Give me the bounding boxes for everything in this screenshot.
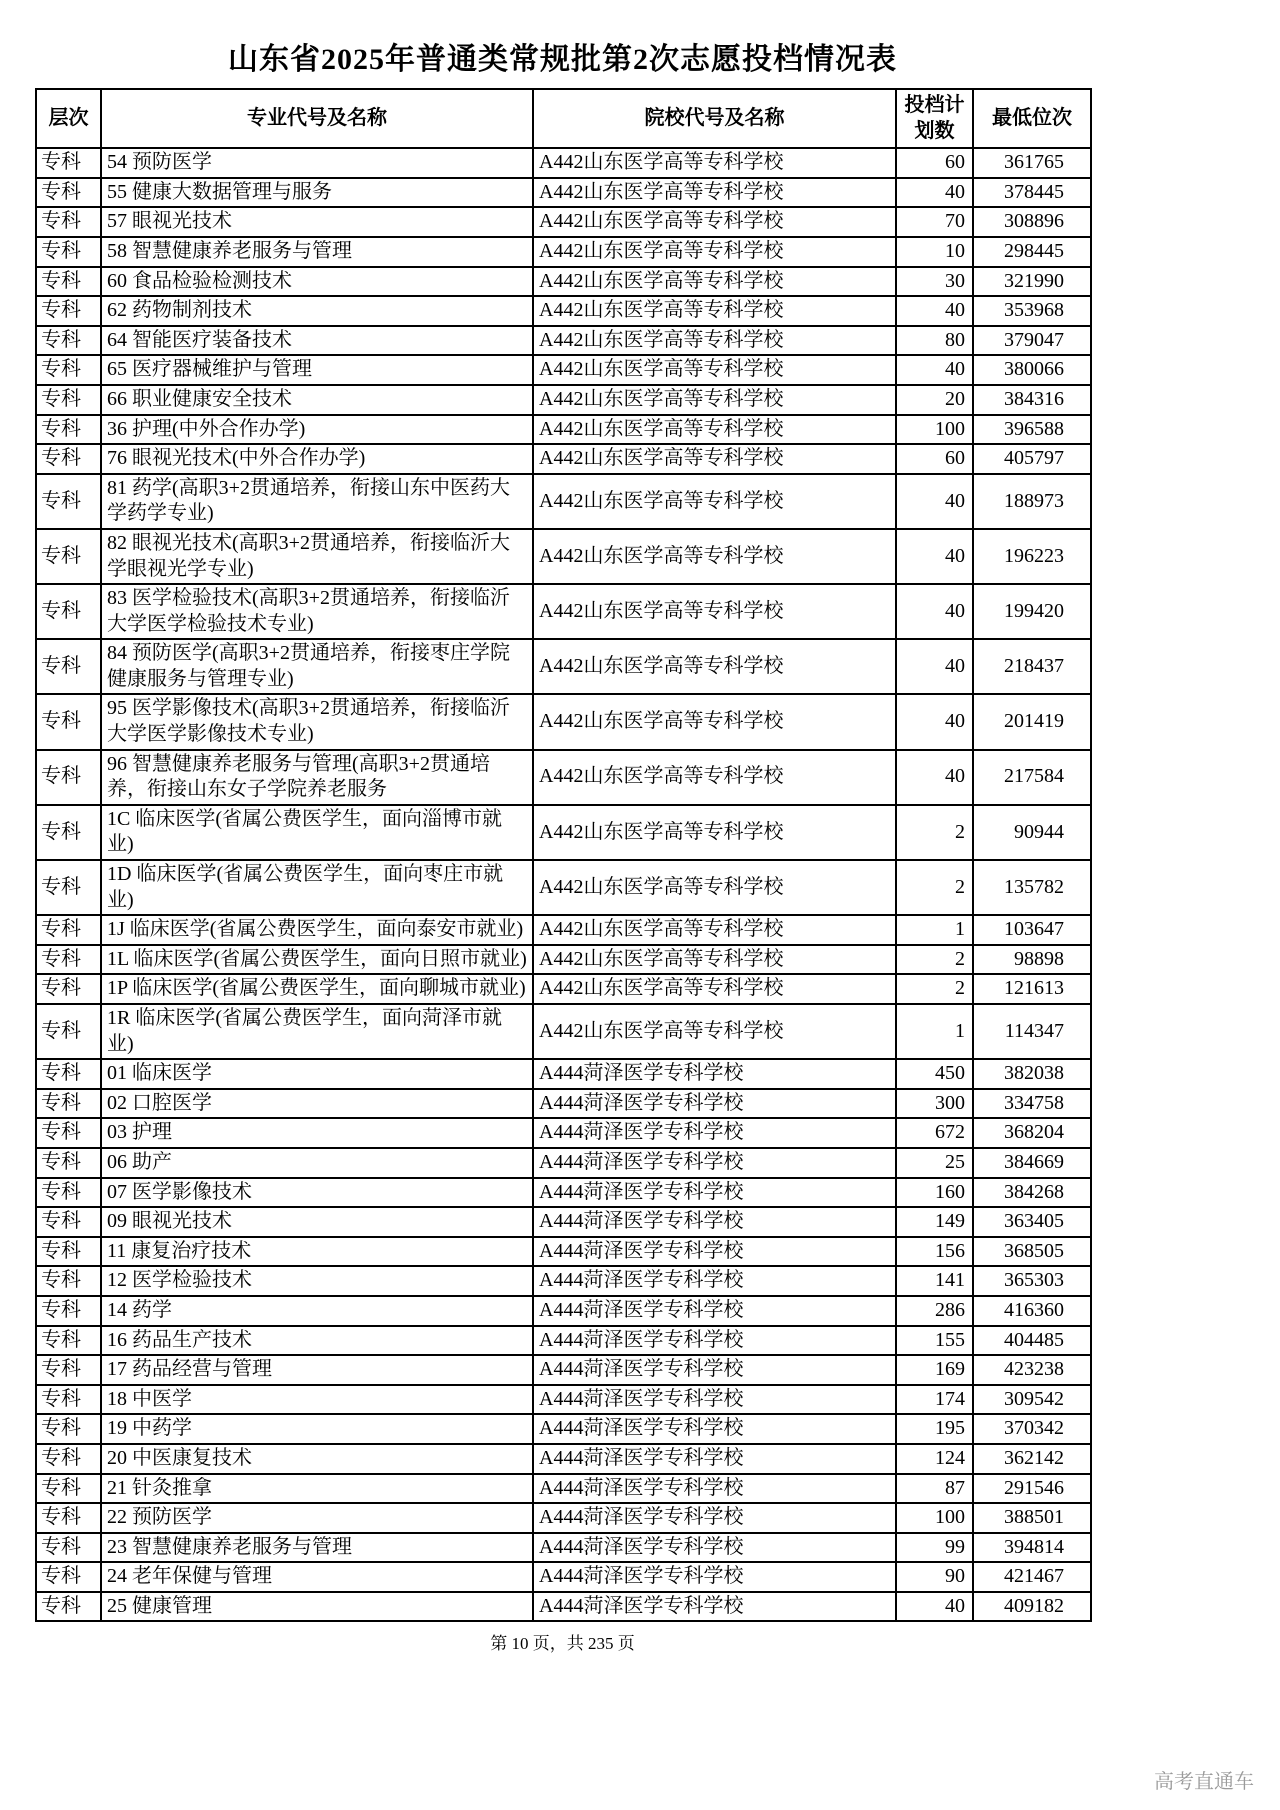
rank-cell: 404485 — [973, 1326, 1091, 1356]
page-title: 山东省2025年普通类常规批第2次志愿投档情况表 — [228, 43, 897, 76]
rank-cell: 334758 — [973, 1089, 1091, 1119]
level-cell: 专科 — [36, 1533, 101, 1563]
table-row — [36, 1326, 1091, 1356]
plan-cell: 25 — [896, 1148, 973, 1178]
table-row — [36, 415, 1091, 445]
level-cell: 专科 — [36, 148, 101, 178]
level-cell: 专科 — [36, 444, 101, 474]
major-cell: 1P 临床医学(省属公费医学生，面向聊城市就业) — [101, 974, 533, 1004]
rank-cell: 188973 — [973, 474, 1091, 529]
rank-cell: 353968 — [973, 296, 1091, 326]
table-row — [36, 1474, 1091, 1504]
plan-cell: 40 — [896, 178, 973, 208]
major-cell: 60 食品检验检测技术 — [101, 267, 533, 297]
college-cell: A444菏泽医学专科学校 — [533, 1562, 896, 1592]
rank-cell: 363405 — [973, 1207, 1091, 1237]
plan-cell: 2 — [896, 805, 973, 860]
major-cell: 1D 临床医学(省属公费医学生，面向枣庄市就业) — [101, 860, 533, 915]
college-cell: A442山东医学高等专科学校 — [533, 148, 896, 178]
rank-cell: 421467 — [973, 1562, 1091, 1592]
major-cell: 95 医学影像技术(高职3+2贯通培养，衔接临沂大学医学影像技术专业) — [101, 694, 533, 749]
college-cell: A444菏泽医学专科学校 — [533, 1385, 896, 1415]
rank-cell: 196223 — [973, 529, 1091, 584]
major-cell: 1R 临床医学(省属公费医学生，面向菏泽市就业) — [101, 1004, 533, 1059]
rank-cell: 121613 — [973, 974, 1091, 1004]
rank-cell: 218437 — [973, 639, 1091, 694]
college-cell: A442山东医学高等专科学校 — [533, 915, 896, 945]
table-row — [36, 1089, 1091, 1119]
major-cell: 02 口腔医学 — [101, 1089, 533, 1119]
level-cell: 专科 — [36, 237, 101, 267]
college-cell: A444菏泽医学专科学校 — [533, 1237, 896, 1267]
major-cell: 62 药物制剂技术 — [101, 296, 533, 326]
level-cell: 专科 — [36, 296, 101, 326]
college-cell: A444菏泽医学专科学校 — [533, 1444, 896, 1474]
table-row — [36, 1296, 1091, 1326]
college-cell: A444菏泽医学专科学校 — [533, 1414, 896, 1444]
rank-cell: 98898 — [973, 945, 1091, 975]
rank-cell: 416360 — [973, 1296, 1091, 1326]
plan-cell: 40 — [896, 1592, 973, 1622]
table-row — [36, 444, 1091, 474]
college-cell: A444菏泽医学专科学校 — [533, 1326, 896, 1356]
level-cell: 专科 — [36, 385, 101, 415]
college-cell: A442山东医学高等专科学校 — [533, 178, 896, 208]
table-row — [36, 639, 1091, 694]
table-row — [36, 945, 1091, 975]
major-cell: 81 药学(高职3+2贯通培养，衔接山东中医药大学药学专业) — [101, 474, 533, 529]
major-cell: 66 职业健康安全技术 — [101, 385, 533, 415]
college-cell: A442山东医学高等专科学校 — [533, 805, 896, 860]
admission-table — [35, 88, 1092, 1622]
level-cell: 专科 — [36, 1385, 101, 1415]
table-row — [36, 860, 1091, 915]
college-cell: A444菏泽医学专科学校 — [533, 1296, 896, 1326]
table-row — [36, 915, 1091, 945]
level-cell: 专科 — [36, 474, 101, 529]
major-cell: 14 药学 — [101, 1296, 533, 1326]
level-cell: 专科 — [36, 1004, 101, 1059]
plan-cell: 141 — [896, 1266, 973, 1296]
table-row — [36, 750, 1091, 805]
rank-cell: 201419 — [973, 694, 1091, 749]
table-row — [36, 805, 1091, 860]
plan-cell: 286 — [896, 1296, 973, 1326]
plan-cell: 155 — [896, 1326, 973, 1356]
table-row — [36, 1178, 1091, 1208]
table-row — [36, 1385, 1091, 1415]
level-cell: 专科 — [36, 750, 101, 805]
rank-cell: 361765 — [973, 148, 1091, 178]
college-cell: A442山东医学高等专科学校 — [533, 207, 896, 237]
plan-cell: 450 — [896, 1059, 973, 1089]
plan-cell: 40 — [896, 750, 973, 805]
rank-cell: 90944 — [973, 805, 1091, 860]
major-cell: 06 助产 — [101, 1148, 533, 1178]
rank-cell: 135782 — [973, 860, 1091, 915]
rank-cell: 362142 — [973, 1444, 1091, 1474]
level-cell: 专科 — [36, 1414, 101, 1444]
plan-cell: 2 — [896, 860, 973, 915]
college-cell: A442山东医学高等专科学校 — [533, 237, 896, 267]
major-cell: 1C 临床医学(省属公费医学生，面向淄博市就业) — [101, 805, 533, 860]
table-row — [36, 355, 1091, 385]
college-cell: A442山东医学高等专科学校 — [533, 474, 896, 529]
level-cell: 专科 — [36, 1503, 101, 1533]
major-cell: 20 中医康复技术 — [101, 1444, 533, 1474]
plan-cell: 40 — [896, 584, 973, 639]
plan-cell: 90 — [896, 1562, 973, 1592]
table-body — [36, 148, 1091, 1621]
major-cell: 76 眼视光技术(中外合作办学) — [101, 444, 533, 474]
plan-cell: 99 — [896, 1533, 973, 1563]
plan-cell: 2 — [896, 974, 973, 1004]
major-cell: 01 临床医学 — [101, 1059, 533, 1089]
table-row — [36, 237, 1091, 267]
level-cell: 专科 — [36, 1207, 101, 1237]
major-cell: 64 智能医疗装备技术 — [101, 326, 533, 356]
college-cell: A444菏泽医学专科学校 — [533, 1503, 896, 1533]
major-cell: 36 护理(中外合作办学) — [101, 415, 533, 445]
college-cell: A442山东医学高等专科学校 — [533, 385, 896, 415]
level-cell: 专科 — [36, 326, 101, 356]
table-row — [36, 148, 1091, 178]
rank-cell: 384316 — [973, 385, 1091, 415]
level-cell: 专科 — [36, 1474, 101, 1504]
table-header-row — [36, 89, 1091, 148]
level-cell: 专科 — [36, 860, 101, 915]
college-cell: A444菏泽医学专科学校 — [533, 1059, 896, 1089]
plan-cell: 1 — [896, 1004, 973, 1059]
plan-cell: 60 — [896, 444, 973, 474]
table-row — [36, 529, 1091, 584]
header-college: 院校代号及名称 — [533, 89, 896, 148]
major-cell: 57 眼视光技术 — [101, 207, 533, 237]
rank-cell: 308896 — [973, 207, 1091, 237]
level-cell: 专科 — [36, 1592, 101, 1622]
level-cell: 专科 — [36, 584, 101, 639]
college-cell: A444菏泽医学专科学校 — [533, 1474, 896, 1504]
college-cell: A442山东医学高等专科学校 — [533, 444, 896, 474]
plan-cell: 80 — [896, 326, 973, 356]
college-cell: A444菏泽医学专科学校 — [533, 1178, 896, 1208]
college-cell: A442山东医学高等专科学校 — [533, 974, 896, 1004]
rank-cell: 368204 — [973, 1118, 1091, 1148]
major-cell: 1L 临床医学(省属公费医学生，面向日照市就业) — [101, 945, 533, 975]
level-cell: 专科 — [36, 639, 101, 694]
college-cell: A444菏泽医学专科学校 — [533, 1089, 896, 1119]
major-cell: 96 智慧健康养老服务与管理(高职3+2贯通培养，衔接山东女子学院养老服务 — [101, 750, 533, 805]
rank-cell: 382038 — [973, 1059, 1091, 1089]
table-row — [36, 1148, 1091, 1178]
level-cell: 专科 — [36, 355, 101, 385]
table-row — [36, 1237, 1091, 1267]
page-indicator: 第 10 页，共 235 页 — [490, 1634, 635, 1654]
plan-cell: 169 — [896, 1355, 973, 1385]
table-row — [36, 1503, 1091, 1533]
plan-cell: 70 — [896, 207, 973, 237]
plan-cell: 40 — [896, 639, 973, 694]
rank-cell: 388501 — [973, 1503, 1091, 1533]
table-row — [36, 1059, 1091, 1089]
plan-cell: 40 — [896, 529, 973, 584]
rank-cell: 384268 — [973, 1178, 1091, 1208]
table-row — [36, 1592, 1091, 1622]
level-cell: 专科 — [36, 1355, 101, 1385]
plan-cell: 40 — [896, 296, 973, 326]
rank-cell: 380066 — [973, 355, 1091, 385]
plan-cell: 40 — [896, 694, 973, 749]
plan-cell: 1 — [896, 915, 973, 945]
rank-cell: 298445 — [973, 237, 1091, 267]
level-cell: 专科 — [36, 1237, 101, 1267]
college-cell: A442山东医学高等专科学校 — [533, 694, 896, 749]
major-cell: 83 医学检验技术(高职3+2贯通培养，衔接临沂大学医学检验技术专业) — [101, 584, 533, 639]
table-row — [36, 267, 1091, 297]
plan-cell: 100 — [896, 1503, 973, 1533]
table-row — [36, 474, 1091, 529]
college-cell: A442山东医学高等专科学校 — [533, 267, 896, 297]
college-cell: A444菏泽医学专科学校 — [533, 1533, 896, 1563]
rank-cell: 405797 — [973, 444, 1091, 474]
major-cell: 58 智慧健康养老服务与管理 — [101, 237, 533, 267]
table-row — [36, 1118, 1091, 1148]
level-cell: 专科 — [36, 1059, 101, 1089]
college-cell: A442山东医学高等专科学校 — [533, 355, 896, 385]
table-row — [36, 296, 1091, 326]
college-cell: A442山东医学高等专科学校 — [533, 860, 896, 915]
college-cell: A442山东医学高等专科学校 — [533, 639, 896, 694]
table-row — [36, 584, 1091, 639]
plan-cell: 149 — [896, 1207, 973, 1237]
plan-cell: 195 — [896, 1414, 973, 1444]
plan-cell: 40 — [896, 474, 973, 529]
major-cell: 82 眼视光技术(高职3+2贯通培养，衔接临沂大学眼视光学专业) — [101, 529, 533, 584]
rank-cell: 394814 — [973, 1533, 1091, 1563]
major-cell: 11 康复治疗技术 — [101, 1237, 533, 1267]
level-cell: 专科 — [36, 1296, 101, 1326]
table-row — [36, 1004, 1091, 1059]
rank-cell: 379047 — [973, 326, 1091, 356]
watermark: 高考直通车 — [1154, 1771, 1254, 1793]
plan-cell: 300 — [896, 1089, 973, 1119]
plan-cell: 40 — [896, 355, 973, 385]
major-cell: 16 药品生产技术 — [101, 1326, 533, 1356]
major-cell: 03 护理 — [101, 1118, 533, 1148]
table-row — [36, 1414, 1091, 1444]
plan-cell: 156 — [896, 1237, 973, 1267]
college-cell: A444菏泽医学专科学校 — [533, 1592, 896, 1622]
table-row — [36, 1533, 1091, 1563]
level-cell: 专科 — [36, 1178, 101, 1208]
plan-cell: 87 — [896, 1474, 973, 1504]
table-row — [36, 326, 1091, 356]
rank-cell: 370342 — [973, 1414, 1091, 1444]
rank-cell: 365303 — [973, 1266, 1091, 1296]
rank-cell: 321990 — [973, 267, 1091, 297]
college-cell: A444菏泽医学专科学校 — [533, 1118, 896, 1148]
rank-cell: 384669 — [973, 1148, 1091, 1178]
header-level: 层次 — [36, 89, 101, 148]
plan-cell: 20 — [896, 385, 973, 415]
plan-cell: 2 — [896, 945, 973, 975]
level-cell: 专科 — [36, 267, 101, 297]
plan-cell: 174 — [896, 1385, 973, 1415]
plan-cell: 672 — [896, 1118, 973, 1148]
table-row — [36, 1562, 1091, 1592]
level-cell: 专科 — [36, 694, 101, 749]
plan-cell: 160 — [896, 1178, 973, 1208]
major-cell: 19 中药学 — [101, 1414, 533, 1444]
college-cell: A442山东医学高等专科学校 — [533, 296, 896, 326]
level-cell: 专科 — [36, 529, 101, 584]
table-row — [36, 1444, 1091, 1474]
major-cell: 84 预防医学(高职3+2贯通培养，衔接枣庄学院健康服务与管理专业) — [101, 639, 533, 694]
major-cell: 54 预防医学 — [101, 148, 533, 178]
rank-cell: 423238 — [973, 1355, 1091, 1385]
level-cell: 专科 — [36, 415, 101, 445]
major-cell: 55 健康大数据管理与服务 — [101, 178, 533, 208]
rank-cell: 103647 — [973, 915, 1091, 945]
college-cell: A444菏泽医学专科学校 — [533, 1266, 896, 1296]
plan-cell: 30 — [896, 267, 973, 297]
major-cell: 09 眼视光技术 — [101, 1207, 533, 1237]
college-cell: A442山东医学高等专科学校 — [533, 1004, 896, 1059]
level-cell: 专科 — [36, 805, 101, 860]
college-cell: A444菏泽医学专科学校 — [533, 1207, 896, 1237]
level-cell: 专科 — [36, 915, 101, 945]
table-row — [36, 207, 1091, 237]
table-row — [36, 385, 1091, 415]
college-cell: A442山东医学高等专科学校 — [533, 584, 896, 639]
rank-cell: 409182 — [973, 1592, 1091, 1622]
college-cell: A442山东医学高等专科学校 — [533, 750, 896, 805]
level-cell: 专科 — [36, 1089, 101, 1119]
plan-cell: 60 — [896, 148, 973, 178]
plan-cell: 10 — [896, 237, 973, 267]
major-cell: 07 医学影像技术 — [101, 1178, 533, 1208]
table-row — [36, 1355, 1091, 1385]
major-cell: 22 预防医学 — [101, 1503, 533, 1533]
rank-cell: 309542 — [973, 1385, 1091, 1415]
level-cell: 专科 — [36, 178, 101, 208]
level-cell: 专科 — [36, 1266, 101, 1296]
level-cell: 专科 — [36, 207, 101, 237]
level-cell: 专科 — [36, 1118, 101, 1148]
level-cell: 专科 — [36, 945, 101, 975]
rank-cell: 396588 — [973, 415, 1091, 445]
college-cell: A444菏泽医学专科学校 — [533, 1355, 896, 1385]
table-header — [36, 89, 1091, 148]
major-cell: 23 智慧健康养老服务与管理 — [101, 1533, 533, 1563]
college-cell: A442山东医学高等专科学校 — [533, 945, 896, 975]
college-cell: A442山东医学高等专科学校 — [533, 415, 896, 445]
major-cell: 17 药品经营与管理 — [101, 1355, 533, 1385]
rank-cell: 291546 — [973, 1474, 1091, 1504]
table-row — [36, 1207, 1091, 1237]
rank-cell: 199420 — [973, 584, 1091, 639]
rank-cell: 378445 — [973, 178, 1091, 208]
level-cell: 专科 — [36, 1562, 101, 1592]
header-rank: 最低位次 — [973, 89, 1091, 148]
major-cell: 24 老年保健与管理 — [101, 1562, 533, 1592]
level-cell: 专科 — [36, 974, 101, 1004]
major-cell: 65 医疗器械维护与管理 — [101, 355, 533, 385]
level-cell: 专科 — [36, 1148, 101, 1178]
major-cell: 12 医学检验技术 — [101, 1266, 533, 1296]
rank-cell: 368505 — [973, 1237, 1091, 1267]
header-plan: 投档计划数 — [896, 89, 973, 148]
level-cell: 专科 — [36, 1444, 101, 1474]
level-cell: 专科 — [36, 1326, 101, 1356]
table-row — [36, 178, 1091, 208]
major-cell: 25 健康管理 — [101, 1592, 533, 1622]
college-cell: A442山东医学高等专科学校 — [533, 529, 896, 584]
table-row — [36, 974, 1091, 1004]
header-major: 专业代号及名称 — [101, 89, 533, 148]
plan-cell: 100 — [896, 415, 973, 445]
major-cell: 21 针灸推拿 — [101, 1474, 533, 1504]
table-row — [36, 1266, 1091, 1296]
major-cell: 18 中医学 — [101, 1385, 533, 1415]
plan-cell: 124 — [896, 1444, 973, 1474]
rank-cell: 217584 — [973, 750, 1091, 805]
table-row — [36, 694, 1091, 749]
college-cell: A444菏泽医学专科学校 — [533, 1148, 896, 1178]
rank-cell: 114347 — [973, 1004, 1091, 1059]
college-cell: A442山东医学高等专科学校 — [533, 326, 896, 356]
major-cell: 1J 临床医学(省属公费医学生，面向泰安市就业) — [101, 915, 533, 945]
